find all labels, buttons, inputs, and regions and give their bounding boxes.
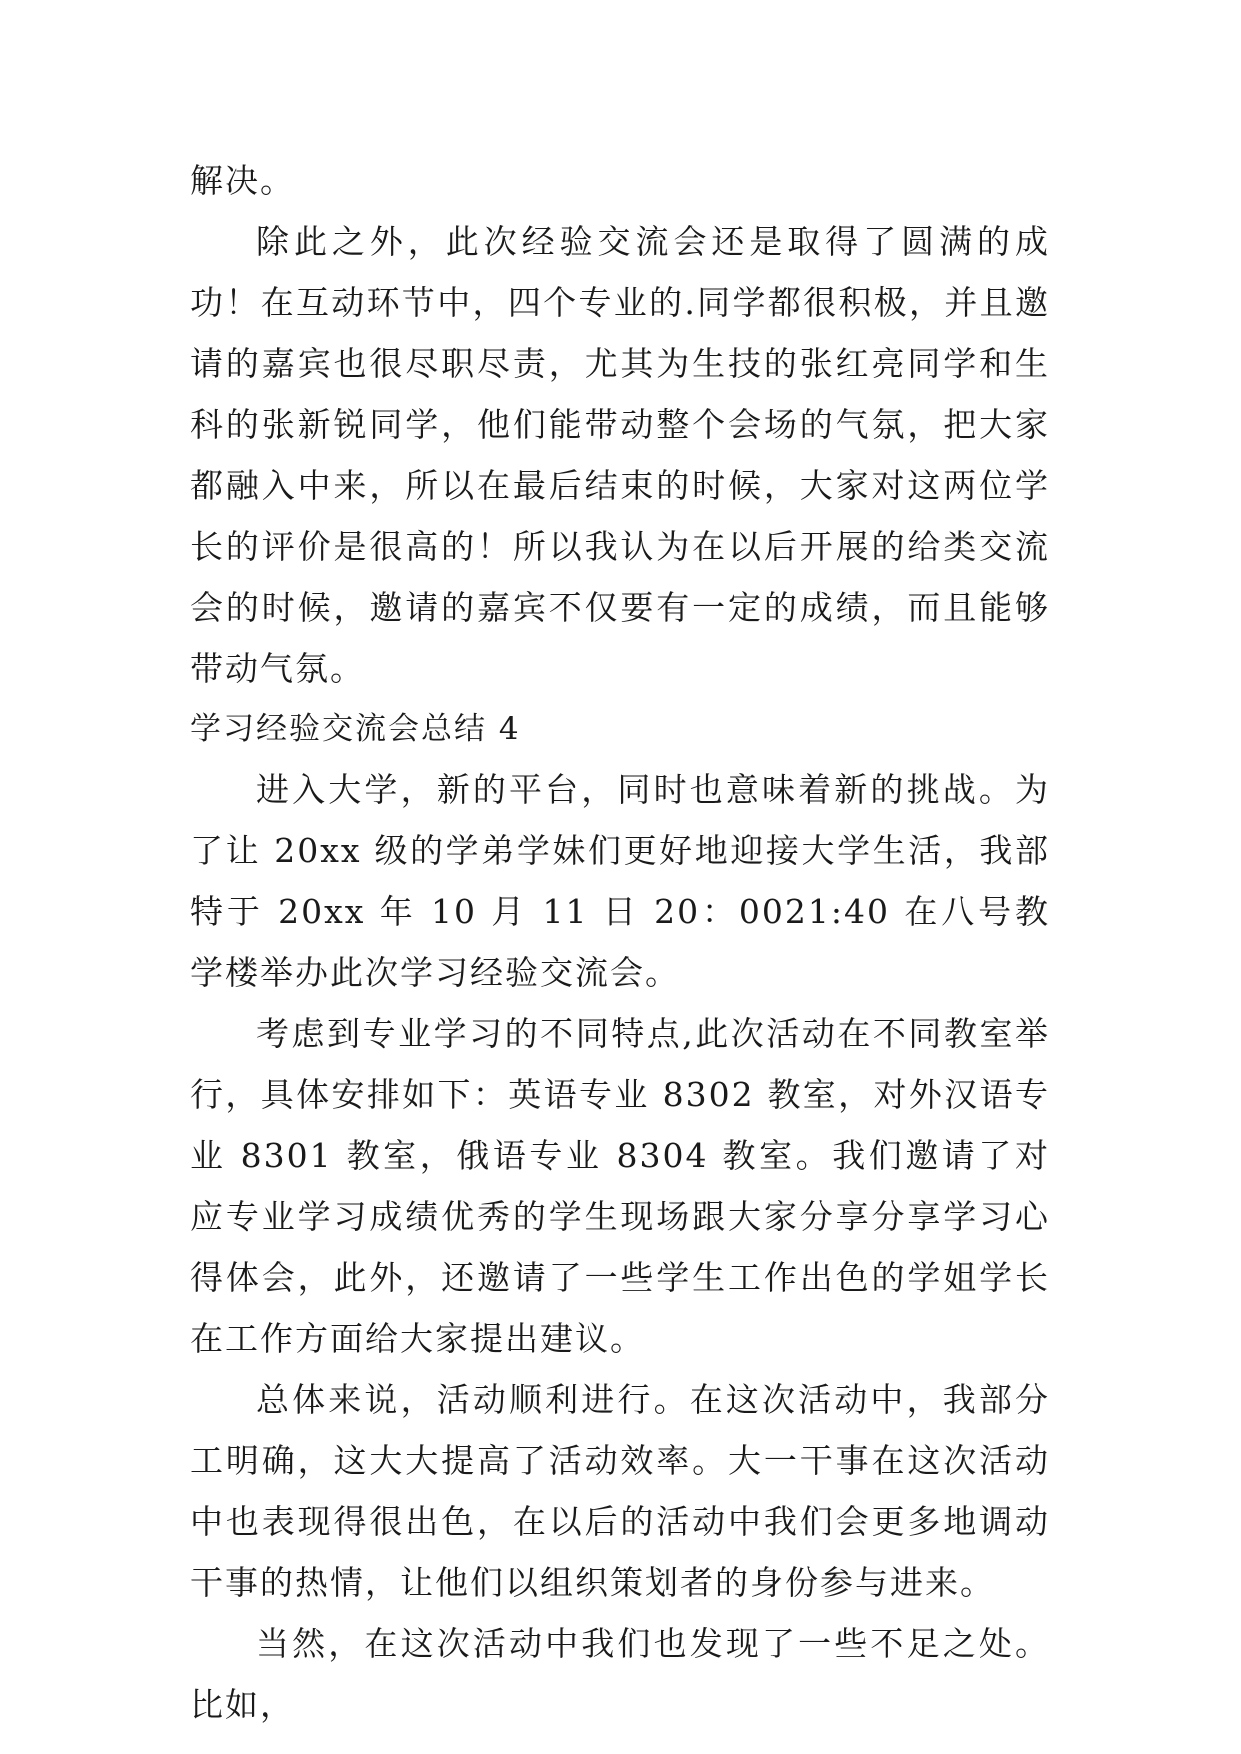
paragraph-intro: 进入大学，新的平台，同时也意味着新的挑战。为了让 20xx 级的学弟学妹们更好地迎接大学生活，我部特于 20xx 年 10 月 11 日 20：0021:40 在八号教学楼举办此次学习经验交流会。 (190, 770, 1050, 992)
paragraph-overall: 总体来说，活动顺利进行。在这次活动中，我部分工明确，这大大提高了活动效率。大一干事在这次活动中也表现得很出色，在以后的活动中我们会更多地调动干事的热情，让他们以组织策划者的身份参与进来。 (190, 1380, 1050, 1602)
paragraph-arrangement: 考虑到专业学习的不同特点,此次活动在不同教室举行，具体安排如下：英语专业 8302 教室，对外汉语专业 8301 教室，俄语专业 8304 教室。我们邀请了对应专业学习成绩优秀的学生现场跟大家分享分享学习心得体会，此外，还邀请了一些学生工作出色的学姐学长在工作方面给大家提出建议。 (190, 1014, 1050, 1358)
section-heading: 学习经验交流会总结 4 (190, 711, 521, 747)
paragraph-shortcomings: 当然，在这次活动中我们也发现了一些不足之处。比如， (190, 1624, 1050, 1724)
paragraph-continuation: 解决。 (190, 161, 295, 200)
document-body (190, 150, 1050, 1735)
paragraph-success-summary: 除此之外，此次经验交流会还是取得了圆满的成功！在互动环节中，四个专业的.同学都很积极，并且邀请的嘉宾也很尽职尽责，尤其为生技的张红亮同学和生科的张新锐同学，他们能带动整个会场的气氛，把大家都融入中来，所以在最后结束的时候，大家对这两位学长的评价是很高的！所以我认为在以后开展的给类交流会的时候，邀请的嘉宾不仅要有一定的成绩，而且能够带动气氛。 (190, 222, 1050, 688)
